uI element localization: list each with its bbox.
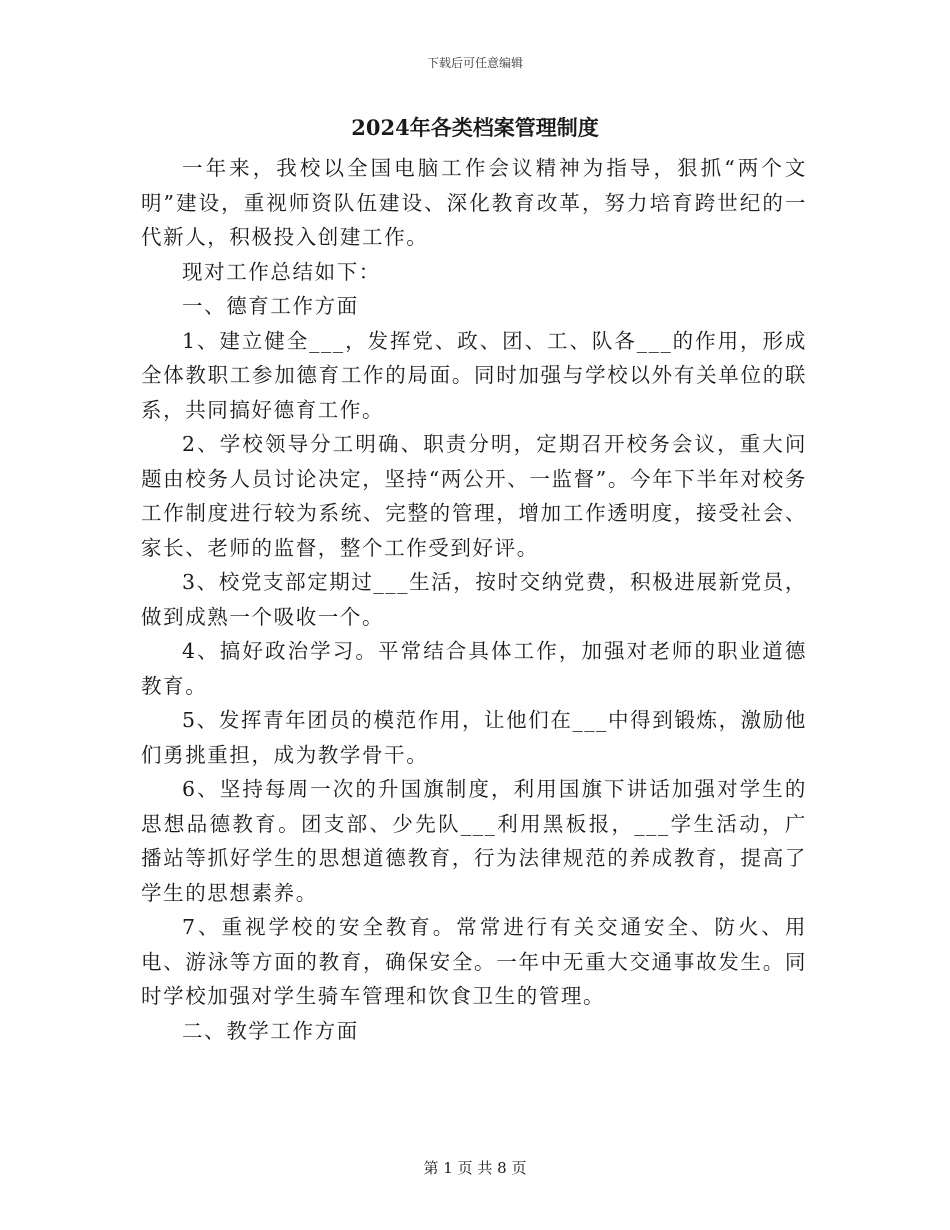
paragraph-item-3: 3、校党支部定期过___生活，按时交纳党费，积极进展新党员，做到成熟一个吸收一个。 bbox=[141, 570, 807, 629]
paragraph-item-6: 6、坚持每周一次的升国旗制度，利用国旗下讲话加强对学生的思想品德教育。团支部、少先队___利用黑板报，___学生活动，广播站等抓好学生的思想道德教育，行为法律规范的养成教育，提高了学生的思想素养。 bbox=[141, 777, 807, 905]
paragraph-item-1: 1、建立健全___，发挥党、政、团、工、队各___的作用，形成全体教职工参加德育工作的局面。同时加强与学校以外有关单位的联系，共同搞好德育工作。 bbox=[141, 328, 807, 422]
section-heading-teaching: 二、教学工作方面 bbox=[182, 1018, 359, 1043]
paragraph-item-7: 7、重视学校的安全教育。常常进行有关交通安全、防火、用电、游泳等方面的教育，确保安全。一年中无重大交通事故发生。同时学校加强对学生骑车管理和饮食卫生的管理。 bbox=[141, 915, 807, 1008]
page-number-footer: 第 1 页 共 8 页 bbox=[423, 1159, 527, 1177]
paragraph-item-2: 2、学校领导分工明确、职责分明，定期召开校务会议，重大问题由校务人员讨论决定，坚持“两公开、一监督”。今年下半年对校务工作制度进行较为系统、完整的管理，增加工作透明度，接受社会、家长、老师的监督，整个工作受到好评。 bbox=[141, 432, 807, 560]
document-title: 2024年各类档案管理制度 bbox=[351, 115, 599, 140]
paragraph-intro: 一年来，我校以全国电脑工作会议精神为指导，狠抓“两个文明”建设，重视师资队伍建设、深化教育改革，努力培育跨世纪的一代新人，积极投入创建工作。 bbox=[141, 156, 807, 249]
paragraph-item-4: 4、搞好政治学习。平常结合具体工作，加强对老师的职业道德教育。 bbox=[141, 639, 807, 698]
paragraph-item-5: 5、发挥青年团员的模范作用，让他们在___中得到锻炼，激励他们勇挑重担，成为教学骨干。 bbox=[141, 708, 807, 767]
page-header-note: 下载后可任意编辑 bbox=[426, 56, 523, 70]
paragraph-summary-lead: 现对工作总结如下： bbox=[182, 259, 381, 284]
document-body bbox=[141, 151, 807, 1048]
section-heading-moral-education: 一、德育工作方面 bbox=[182, 294, 359, 318]
